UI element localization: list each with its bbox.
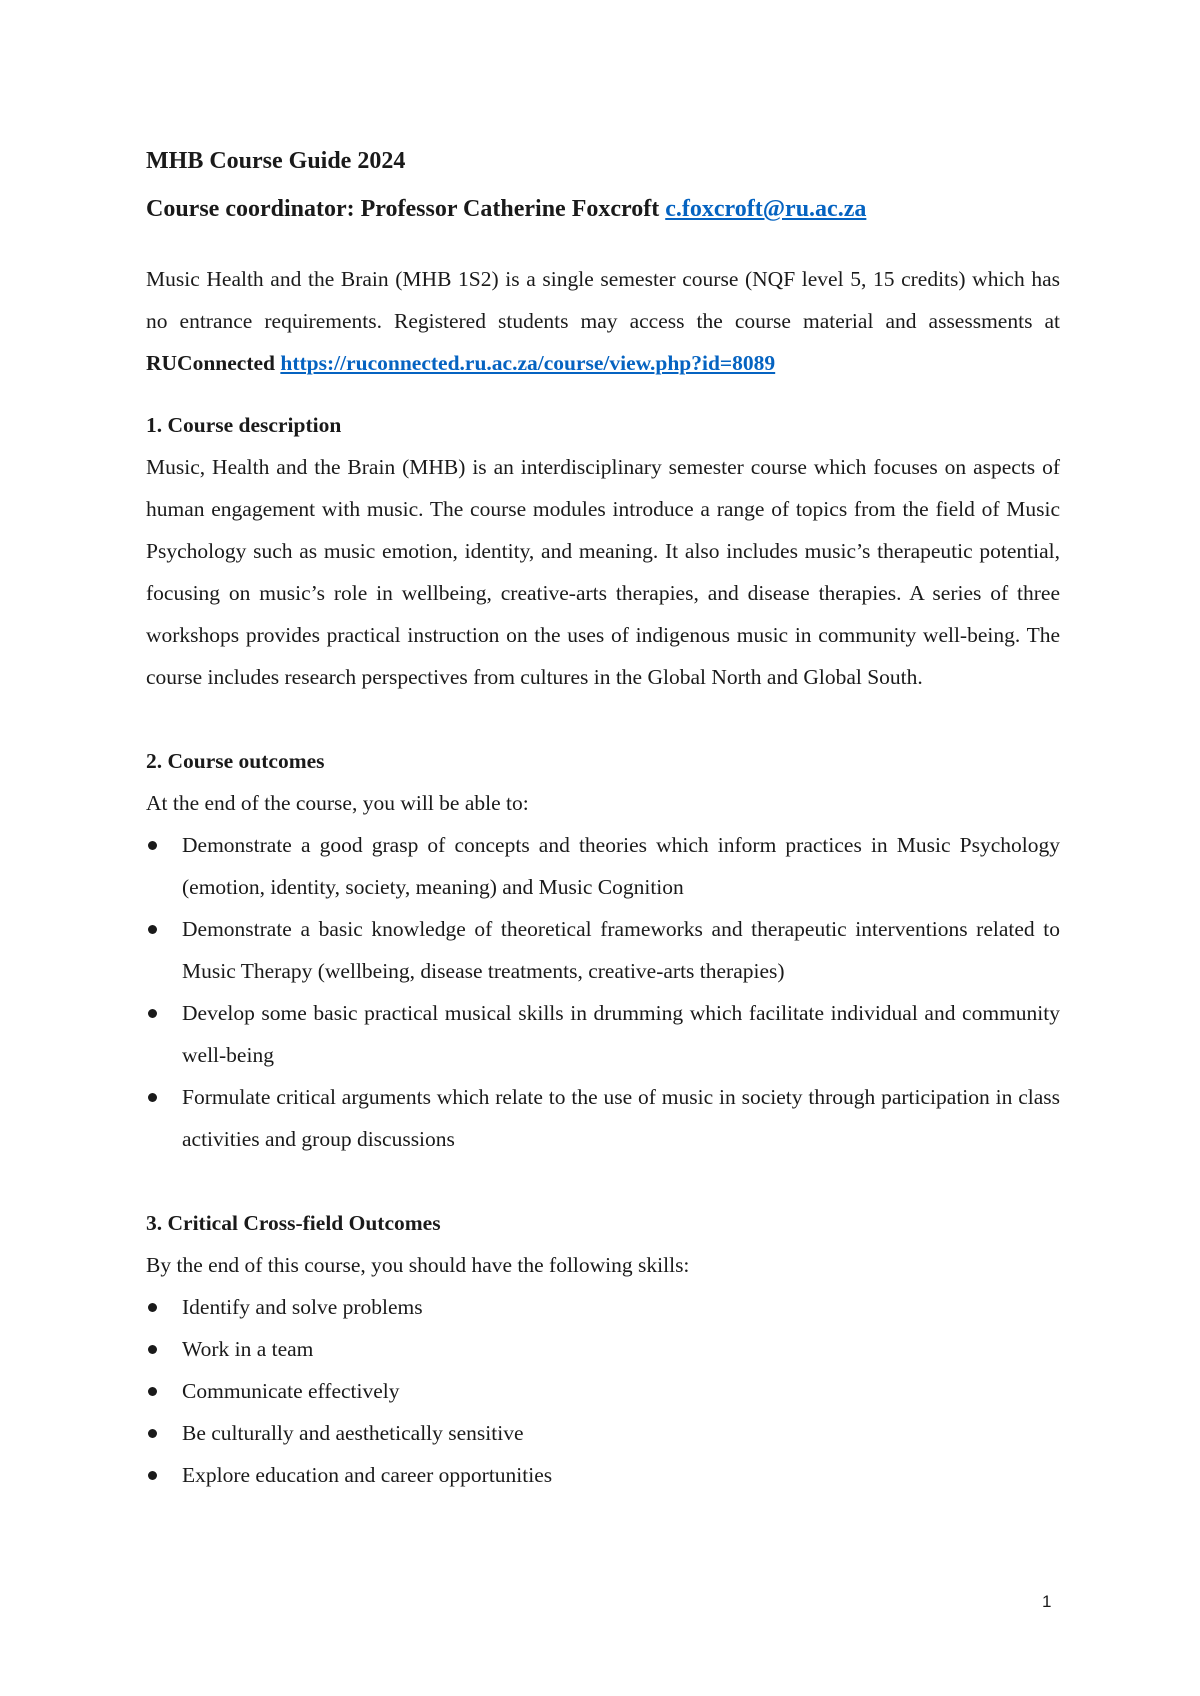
intro-paragraph xyxy=(146,258,1060,384)
section-heading-critical-outcomes: 3. Critical Cross-field Outcomes xyxy=(146,1211,441,1235)
course-url-link[interactable]: https://ruconnected.ru.ac.za/course/view.php?id=8089 xyxy=(280,351,776,375)
section-heading-course-outcomes: 2. Course outcomes xyxy=(146,749,325,773)
bullet-icon xyxy=(148,1429,157,1438)
coordinator-label: Course coordinator: Professor Catherine Foxcroft xyxy=(146,196,660,222)
platform-name: RUConnected xyxy=(146,351,275,375)
list-item-text: Demonstrate a good grasp of concepts and theories which inform practices in Music Psychology (emotion, identity, society, meaning) and Music Cognition xyxy=(182,833,1060,899)
list-item-text: Demonstrate a basic knowledge of theoretical frameworks and therapeutic interventions related to Music Therapy (wellbeing, disease treatments, creative-arts therapies) xyxy=(182,917,1060,983)
list-item xyxy=(146,1076,1060,1160)
bullet-icon xyxy=(148,1009,157,1018)
course-outcomes-lead: At the end of the course, you will be able to: xyxy=(146,791,529,815)
bullet-icon xyxy=(148,1471,157,1480)
document-title: MHB Course Guide 2024 xyxy=(146,148,406,174)
course-outcomes-list xyxy=(146,824,1060,1160)
bullet-icon xyxy=(148,1303,157,1312)
critical-outcomes-lead: By the end of this course, you should have the following skills: xyxy=(146,1253,690,1277)
course-coordinator xyxy=(146,194,1060,224)
intro-text: Music Health and the Brain (MHB 1S2) is a single semester course (NQF level 5, 15 credits) which has no entrance requirements. Registered students may access the course material and assessments at xyxy=(146,267,1060,333)
document-page xyxy=(146,146,1060,1496)
coordinator-email-link[interactable]: c.foxcroft@ru.ac.za xyxy=(665,196,867,222)
list-item xyxy=(146,908,1060,992)
bullet-icon xyxy=(148,841,157,850)
list-item-text: Work in a team xyxy=(182,1337,314,1361)
list-item xyxy=(146,1412,1060,1454)
list-item-text: Be culturally and aesthetically sensitive xyxy=(182,1421,524,1445)
bullet-icon xyxy=(148,925,157,934)
list-item-text: Identify and solve problems xyxy=(182,1295,423,1319)
list-item-text: Formulate critical arguments which relate to the use of music in society through participation in class activities and group discussions xyxy=(182,1085,1060,1151)
page-number: 1 xyxy=(1042,1592,1052,1611)
list-item xyxy=(146,992,1060,1076)
list-item xyxy=(146,1328,1060,1370)
list-item-text: Explore education and career opportunities xyxy=(182,1463,553,1487)
bullet-icon xyxy=(148,1345,157,1354)
list-item-text: Communicate effectively xyxy=(182,1379,400,1403)
bullet-icon xyxy=(148,1093,157,1102)
course-description-text: Music, Health and the Brain (MHB) is an interdisciplinary semester course which focuses on aspects of human engagement with music. The course modules introduce a range of topics from the field of Music Psychology such as music emotion, identity, and meaning. It also includes music’s therapeutic potential, focusing on music’s role in wellbeing, creative-arts therapies, and disease therapies. A series of three workshops provides practical instruction on the uses of indigenous music in community well-being. The course includes research perspectives from cultures in the Global North and Global South. xyxy=(146,455,1060,689)
section-heading-course-description: 1. Course description xyxy=(146,413,342,437)
list-item xyxy=(146,1454,1060,1496)
bullet-icon xyxy=(148,1387,157,1396)
list-item xyxy=(146,1370,1060,1412)
list-item-text: Develop some basic practical musical skills in drumming which facilitate individual and community well-being xyxy=(182,1001,1060,1067)
list-item xyxy=(146,1286,1060,1328)
list-item xyxy=(146,824,1060,908)
critical-outcomes-list xyxy=(146,1286,1060,1496)
